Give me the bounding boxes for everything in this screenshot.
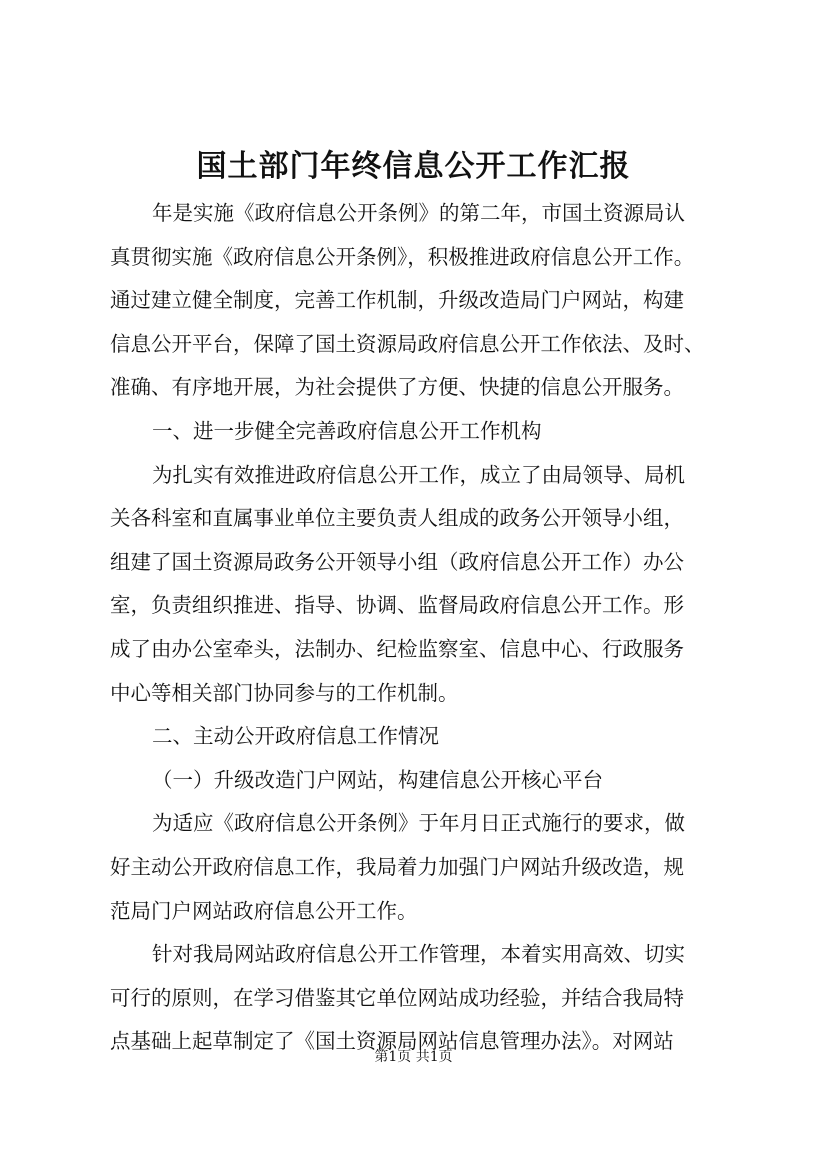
paragraph-line: 针对我局网站政府信息公开工作管理，本着实用高效、切实: [152, 942, 685, 967]
paragraph-line: 为扎实有效推进政府信息公开工作，成立了由局领导、局机: [152, 462, 685, 487]
page-footer: 第1页 共1页: [374, 1049, 453, 1065]
section-heading: 一、进一步健全完善政府信息公开工作机构: [152, 418, 542, 443]
document-body: [110, 192, 737, 1064]
paragraph-line: 通过建立健全制度，完善工作机制，升级改造局门户网站，构建: [110, 288, 684, 313]
paragraph-line: 范局门户网站政府信息公开工作。: [110, 898, 418, 923]
paragraph-line: 中心等相关部门协同参与的工作机制。: [110, 680, 459, 705]
paragraph-line: 准确、有序地开展，为社会提供了方便、快捷的信息公开服务。: [110, 375, 684, 400]
paragraph-line: 信息公开平台，保障了国土资源局政府信息公开工作依法、及时、: [110, 331, 705, 356]
paragraph-line: 组建了国土资源局政务公开领导小组（政府信息公开工作）办公: [110, 549, 684, 574]
paragraph-line: 关各科室和直属事业单位主要负责人组成的政务公开领导小组，: [110, 506, 684, 531]
subsection-heading: （一）升级改造门户网站，构建信息公开核心平台: [152, 767, 603, 792]
paragraph-line: 室，负责组织推进、指导、协调、监督局政府信息公开工作。形: [110, 593, 684, 618]
paragraph-line: 真贯彻实施《政府信息公开条例》，积极推进政府信息公开工作。: [110, 244, 695, 269]
document-title: 国土部门年终信息公开工作汇报: [196, 149, 631, 184]
paragraph-line: 为适应《政府信息公开条例》于年月日正式施行的要求，做: [152, 811, 685, 836]
paragraph-line: 好主动公开政府信息工作，我局着力加强门户网站升级改造，规: [110, 854, 684, 879]
paragraph-line: 可行的原则，在学习借鉴其它单位网站成功经验，并结合我局特: [110, 985, 684, 1010]
paragraph-line: 成了由办公室牵头，法制办、纪检监察室、信息中心、行政服务: [110, 636, 684, 661]
paragraph-line: 年是实施《政府信息公开条例》的第二年，市国土资源局认: [152, 201, 685, 225]
paragraph-line: 点基础上起草制定了《国土资源局网站信息管理办法》。对网站: [110, 1029, 674, 1054]
section-heading: 二、主动公开政府信息工作情况: [152, 724, 439, 749]
